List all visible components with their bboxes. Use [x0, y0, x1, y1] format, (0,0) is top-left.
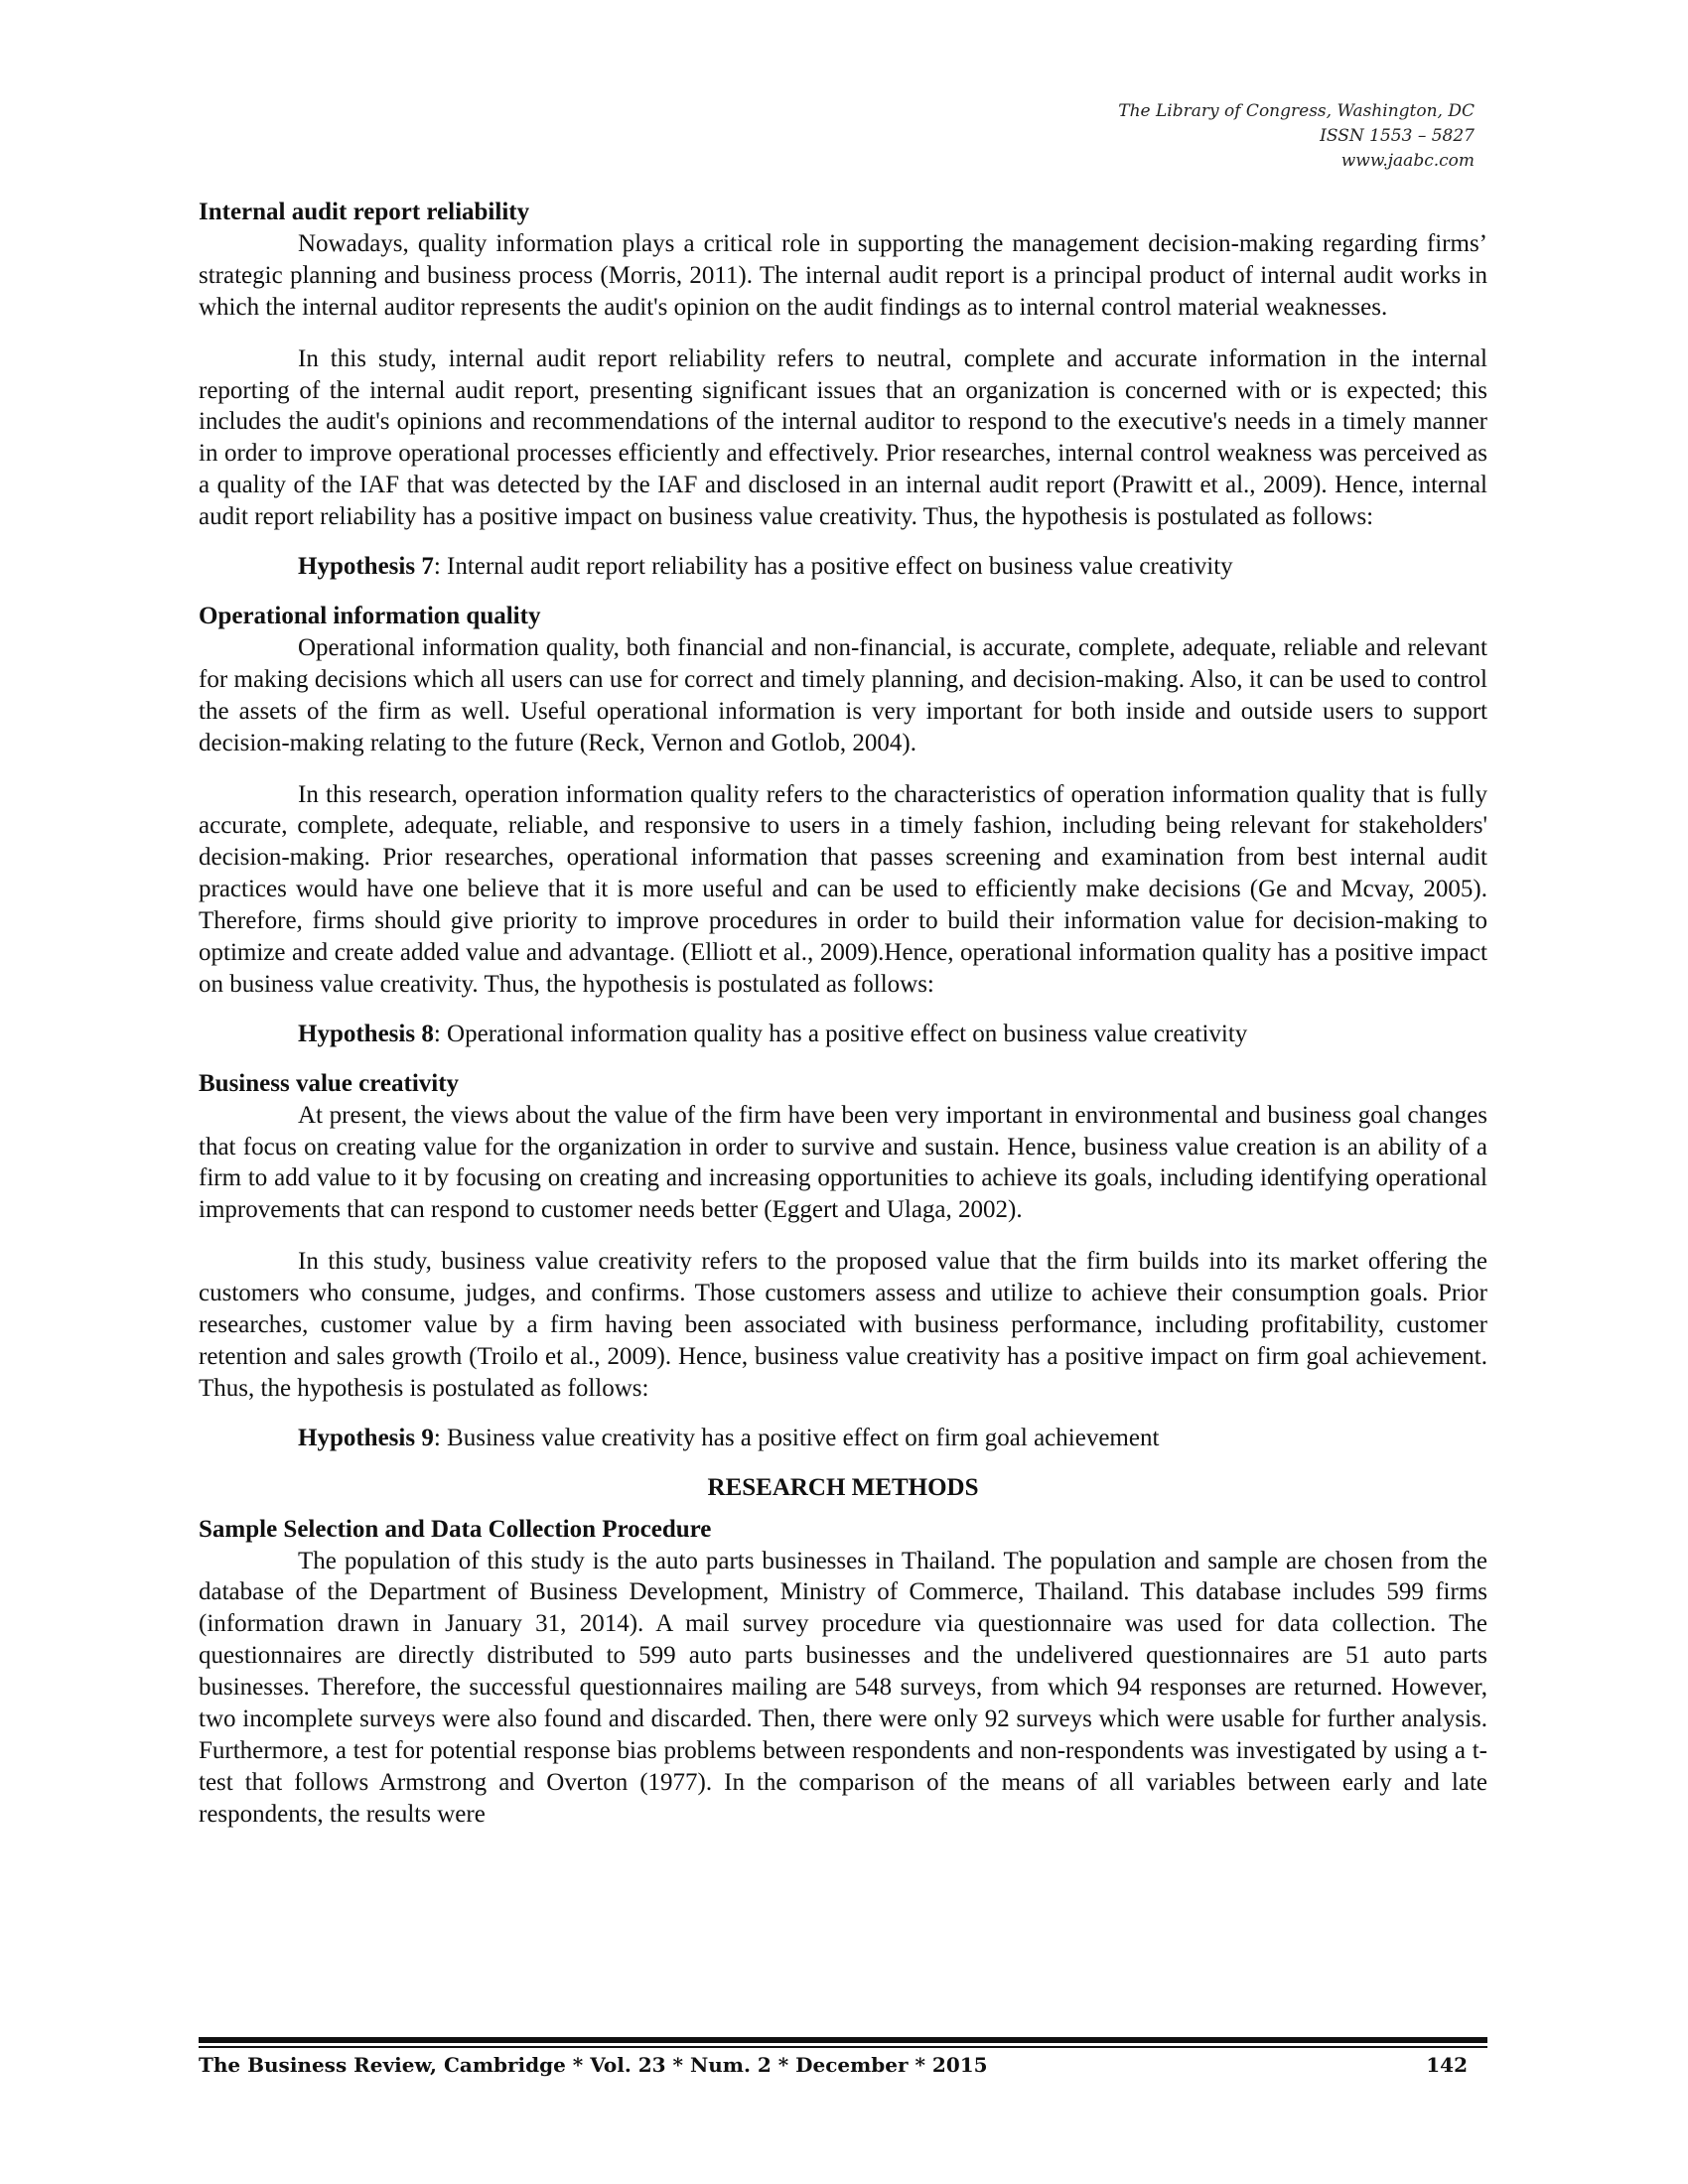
- paragraph: In this study, internal audit report reliability refers to neutral, complete and accurate information in the internal reporting of the internal audit report, presenting significant issues that an organization is concerned with or is expected; this includes the audit's opinions and recommendations of the internal auditor to respond to the executive's needs in a timely manner in order to improve operational processes efficiently and effectively. Prior researches, internal control weakness was perceived as a quality of the IAF that was detected by the IAF and disclosed in an internal audit report (Prawitt et al., 2009). Hence, internal audit report reliability has a positive impact on business value creativity. Thus, the hypothesis is postulated as follows:: [199, 344, 1487, 531]
- paragraph: In this research, operation information quality refers to the characteristics of operation information quality that is fully accurate, complete, adequate, reliable, and responsive to users in a timely fashion, including being relevant for stakeholders' decision-making. Prior researches, operational information that passes screening and examination from best internal audit practices would have one believe that it is more useful and can be used to efficiently make decisions (Ge and Mcvay, 2005). Therefore, firms should give priority to improve procedures in order to build their information value for decision-making to optimize and create added value and advantage. (Elliott et al., 2009).Hence, operational information quality has a positive impact on business value creativity. Thus, the hypothesis is postulated as follows:: [199, 780, 1487, 998]
- header-publisher: The Library of Congress, Washington, DC: [1118, 101, 1475, 121]
- hypothesis-9: [298, 1423, 1487, 1454]
- page-number: 142: [1426, 2053, 1468, 2077]
- footer-rule-thin: [199, 2046, 1487, 2048]
- footer-rule-thick: [199, 2037, 1487, 2043]
- hypothesis-8: [298, 1019, 1487, 1050]
- section-heading-audit-report: Internal audit report reliability: [199, 199, 530, 225]
- section-heading-business-value: Business value creativity: [199, 1069, 460, 1097]
- hypothesis-label: Hypothesis 8: [298, 1020, 434, 1047]
- hypothesis-7: [298, 551, 1487, 583]
- body-text: [199, 197, 1487, 1831]
- section-heading-sample-selection: Sample Selection and Data Collection Procedure: [199, 1515, 712, 1543]
- hypothesis-text: : Business value creativity has a positive effect on firm goal achievement: [433, 1424, 1160, 1451]
- paragraph: Nowadays, quality information plays a critical role in supporting the management decision-making regarding firms’ strategic planning and business process (Morris, 2011). The internal audit report is a principal product of internal audit works in which the internal auditor represents the audit's opinion on the audit findings as to internal control material weaknesses.: [199, 229, 1487, 321]
- running-header: [1118, 99, 1475, 174]
- paragraph: The population of this study is the auto parts businesses in Thailand. The population and sample are chosen from the database of the Department of Business Development, Ministry of Commerce, Thailand. This database includes 599 firms (information drawn in January 31, 2014). A mail survey procedure via questionnaire was used for data collection. The questionnaires are directly distributed to 599 auto parts businesses and the undelivered questionnaires are 51 auto parts businesses. Therefore, the successful questionnaires mailing are 548 surveys, from which 94 responses are returned. However, two incomplete surveys were also found and discarded. Then, there were only 92 surveys which were usable for further analysis. Furthermore, a test for potential response bias problems between respondents and non-respondents was investigated by using a t-test that follows Armstrong and Overton (1977). In the comparison of the means of all variables between early and late respondents, the results were: [199, 1547, 1487, 1828]
- hypothesis-label: Hypothesis 7: [298, 553, 434, 581]
- paragraph: In this study, business value creativity refers to the proposed value that the firm builds into its market offering the customers who consume, judges, and confirms. Those customers assess and utilize to achieve their consumption goals. Prior researches, customer value by a firm having been associated with business performance, including profitability, customer retention and sales growth (Troilo et al., 2009). Hence, business value creativity has a positive impact on firm goal achievement. Thus, the hypothesis is postulated as follows:: [199, 1248, 1487, 1402]
- running-footer: [199, 2053, 1487, 2077]
- hypothesis-text: : Internal audit report reliability has a positive effect on business value creativity: [433, 553, 1233, 581]
- footer-journal: The Business Review, Cambridge * Vol. 23 * Num. 2 * December * 2015: [199, 2053, 988, 2077]
- hypothesis-text: : Operational information quality has a positive effect on business value creativity: [433, 1020, 1248, 1047]
- hypothesis-label: Hypothesis 9: [298, 1424, 434, 1451]
- paragraph: Operational information quality, both financial and non-financial, is accurate, complete, adequate, reliable and relevant for making decisions which all users can use for correct and timely planning, and decision-making. Also, it can be used to control the assets of the firm as well. Useful operational information is very important for both inside and outside users to support decision-making relating to the future (Reck, Vernon and Gotlob, 2004).: [199, 633, 1487, 756]
- section-title-research-methods: RESEARCH METHODS: [707, 1473, 979, 1501]
- header-issn: ISSN 1553 – 5827: [1320, 126, 1475, 146]
- header-website: www.jaabc.com: [1340, 151, 1475, 171]
- section-heading-operational-info: Operational information quality: [199, 602, 541, 629]
- paragraph: At present, the views about the value of the firm have been very important in environmental and business goal changes that focus on creating value for the organization in order to survive and sustain. Hence, business value creation is an ability of a firm to add value to it by focusing on creating and increasing opportunities to achieve its goals, including identifying operational improvements that can respond to customer needs better (Eggert and Ulaga, 2002).: [199, 1101, 1487, 1224]
